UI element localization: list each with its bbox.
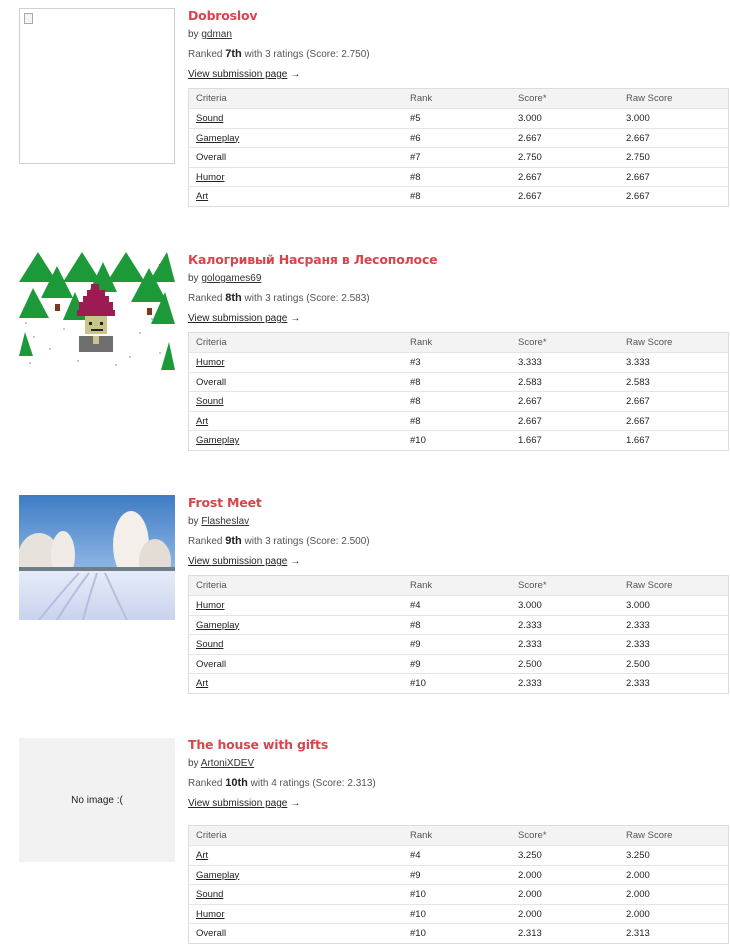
criteria-link[interactable]: Art	[196, 678, 209, 689]
entry-byline	[188, 758, 730, 770]
criteria-score: 3.333	[518, 357, 542, 368]
criteria-raw-score: 2.000	[626, 908, 650, 920]
table-row	[189, 884, 728, 904]
entry-title-link[interactable]: Frost Meet	[188, 495, 262, 510]
col-criteria: Criteria	[196, 580, 227, 591]
table-row	[189, 372, 728, 392]
criteria-link[interactable]: Art	[196, 191, 209, 202]
criteria-score: 3.000	[518, 113, 542, 124]
criteria-link[interactable]: Sound	[196, 889, 224, 900]
entry-byline	[188, 516, 730, 528]
view-submission-link[interactable]: View submission page	[188, 798, 288, 809]
criteria-score: 2.500	[518, 658, 542, 670]
criteria-rank: #9	[410, 658, 421, 670]
col-score: Score*	[518, 830, 547, 841]
criteria-score: 2.333	[518, 639, 542, 650]
criteria-rank: #10	[410, 435, 426, 446]
table-row	[189, 391, 728, 411]
col-raw-score: Raw Score	[626, 580, 673, 591]
table-row	[189, 634, 728, 654]
criteria-raw-score: 2.667	[626, 132, 650, 144]
criteria-label: Overall	[196, 152, 227, 163]
col-criteria: Criteria	[196, 830, 227, 841]
table-row	[189, 186, 728, 206]
criteria-label: Overall	[196, 376, 227, 388]
author-link[interactable]: Flasheslav	[201, 516, 250, 527]
criteria-raw-score: 1.667	[626, 435, 650, 446]
criteria-score: 2.667	[518, 171, 542, 183]
criteria-link[interactable]: Sound	[196, 113, 224, 124]
entry-title-link[interactable]: Dobroslov	[188, 8, 258, 23]
criteria-score: 2.583	[518, 376, 542, 388]
criteria-link[interactable]: Art	[196, 850, 209, 861]
criteria-raw-score: 2.000	[626, 889, 650, 900]
col-score: Score*	[518, 337, 547, 348]
criteria-rank: #7	[410, 152, 421, 163]
criteria-rank: #8	[410, 191, 421, 202]
table-header	[189, 826, 728, 845]
criteria-rank: #4	[410, 850, 421, 861]
criteria-link[interactable]: Humor	[196, 171, 225, 183]
criteria-label: Overall	[196, 928, 227, 939]
criteria-rank: #8	[410, 396, 421, 407]
ranked-prefix: Ranked	[188, 49, 223, 60]
table-header	[189, 333, 728, 352]
table-row	[189, 865, 728, 885]
ranked-prefix: Ranked	[188, 293, 223, 304]
criteria-raw-score: 2.667	[626, 171, 650, 183]
criteria-raw-score: 3.250	[626, 850, 650, 861]
criteria-raw-score: 2.333	[626, 619, 650, 631]
entry-byline	[188, 273, 730, 285]
criteria-raw-score: 2.667	[626, 415, 650, 427]
criteria-score: 2.667	[518, 396, 542, 407]
broken-image-icon	[24, 13, 33, 24]
ratings-summary: with 4 ratings (Score: 2.313)	[250, 778, 376, 789]
table-row	[189, 167, 728, 187]
criteria-rank: #8	[410, 619, 421, 631]
view-submission-link[interactable]: View submission page	[188, 313, 288, 324]
criteria-link[interactable]: Gameplay	[196, 132, 240, 144]
entry-ranking	[188, 535, 730, 547]
criteria-link[interactable]: Art	[196, 415, 209, 427]
criteria-link[interactable]: Humor	[196, 908, 225, 920]
table-header	[189, 576, 728, 595]
no-image-text: No image :(	[71, 794, 123, 806]
score-table	[188, 825, 729, 944]
criteria-label: Overall	[196, 658, 227, 670]
view-submission	[188, 313, 730, 325]
col-raw-score: Raw Score	[626, 830, 673, 841]
view-submission-link[interactable]: View submission page	[188, 556, 288, 567]
col-criteria: Criteria	[196, 337, 227, 348]
entry-info	[188, 8, 730, 202]
criteria-rank: #10	[410, 678, 426, 689]
by-label: by	[188, 758, 199, 769]
criteria-score: 2.667	[518, 415, 542, 427]
criteria-raw-score: 2.750	[626, 152, 650, 163]
criteria-raw-score: 3.000	[626, 113, 650, 124]
criteria-rank: #8	[410, 376, 421, 388]
entry-info	[188, 737, 730, 939]
ranked-prefix: Ranked	[188, 778, 223, 789]
criteria-score: 2.000	[518, 889, 542, 900]
entry-ranking	[188, 292, 730, 304]
criteria-rank: #10	[410, 908, 426, 920]
col-rank: Rank	[410, 337, 433, 348]
criteria-rank: #9	[410, 869, 421, 881]
criteria-raw-score: 2.667	[626, 396, 650, 407]
col-criteria: Criteria	[196, 93, 227, 104]
rank-value: 7th	[225, 48, 242, 60]
score-table	[188, 332, 729, 451]
entry-ranking	[188, 48, 730, 60]
table-row	[189, 352, 728, 372]
criteria-link[interactable]: Sound	[196, 639, 224, 650]
criteria-rank: #4	[410, 600, 421, 611]
author-link[interactable]: gologames69	[201, 273, 262, 284]
criteria-raw-score: 2.500	[626, 658, 650, 670]
criteria-raw-score: 2.667	[626, 191, 650, 202]
criteria-link[interactable]: Gameplay	[196, 435, 240, 446]
entry-thumbnail[interactable]	[19, 8, 175, 164]
table-row	[189, 147, 728, 167]
table-row	[189, 673, 728, 693]
criteria-raw-score: 2.583	[626, 376, 650, 388]
entry-thumbnail[interactable]	[19, 738, 175, 862]
criteria-rank: #9	[410, 639, 421, 650]
author-link[interactable]: gdman	[201, 29, 232, 40]
by-label: by	[188, 516, 199, 527]
entry-thumbnail[interactable]	[19, 495, 175, 620]
criteria-rank: #10	[410, 928, 426, 939]
criteria-score: 2.667	[518, 132, 542, 144]
rank-value: 8th	[225, 292, 242, 304]
criteria-link[interactable]: Gameplay	[196, 869, 240, 881]
table-row	[189, 845, 728, 865]
entry-ranking	[188, 777, 730, 789]
table-row	[189, 108, 728, 128]
ranked-prefix: Ranked	[188, 536, 223, 547]
view-submission	[188, 556, 730, 568]
rank-value: 10th	[225, 777, 248, 789]
col-rank: Rank	[410, 93, 433, 104]
view-submission	[188, 798, 730, 810]
ratings-summary: with 3 ratings (Score: 2.750)	[244, 49, 370, 60]
criteria-score: 2.333	[518, 619, 542, 631]
ratings-summary: with 3 ratings (Score: 2.583)	[244, 293, 370, 304]
author-link[interactable]: ArtoniXDEV	[200, 758, 255, 769]
arrow-right-icon: →	[290, 69, 301, 80]
criteria-score: 2.333	[518, 678, 542, 689]
ratings-summary: with 3 ratings (Score: 2.500)	[244, 536, 370, 547]
criteria-score: 2.667	[518, 191, 542, 202]
by-label: by	[188, 29, 199, 40]
table-row	[189, 128, 728, 148]
entry-info	[188, 252, 730, 446]
criteria-raw-score: 3.333	[626, 357, 650, 368]
entry-byline	[188, 29, 730, 41]
criteria-link[interactable]: Sound	[196, 396, 224, 407]
pixel-art-forest-image	[19, 252, 175, 376]
table-row	[189, 430, 728, 450]
criteria-rank: #8	[410, 171, 421, 183]
table-row	[189, 411, 728, 431]
criteria-raw-score: 2.333	[626, 678, 650, 689]
criteria-raw-score: 2.333	[626, 639, 650, 650]
criteria-score: 2.313	[518, 928, 542, 939]
entry-thumbnail[interactable]	[19, 252, 175, 376]
criteria-raw-score: 2.000	[626, 869, 650, 881]
entry-title-link[interactable]: Калогривый Насраня в Лесополосе	[188, 252, 438, 267]
criteria-rank: #8	[410, 415, 421, 427]
criteria-raw-score: 2.313	[626, 928, 650, 939]
col-score: Score*	[518, 93, 547, 104]
view-submission-link[interactable]: View submission page	[188, 69, 288, 80]
criteria-rank: #3	[410, 357, 421, 368]
by-label: by	[188, 273, 199, 284]
col-score: Score*	[518, 580, 547, 591]
entry-title-link[interactable]: The house with gifts	[188, 737, 329, 752]
criteria-score: 2.000	[518, 869, 542, 881]
score-table	[188, 88, 729, 207]
table-row	[189, 615, 728, 635]
criteria-link[interactable]: Gameplay	[196, 619, 240, 631]
criteria-score: 3.000	[518, 600, 542, 611]
arrow-right-icon: →	[290, 556, 301, 567]
table-row	[189, 904, 728, 924]
arrow-right-icon: →	[290, 798, 301, 809]
table-header	[189, 89, 728, 108]
table-row	[189, 923, 728, 943]
col-rank: Rank	[410, 580, 433, 591]
score-table	[188, 575, 729, 694]
criteria-raw-score: 3.000	[626, 600, 650, 611]
col-raw-score: Raw Score	[626, 337, 673, 348]
col-rank: Rank	[410, 830, 433, 841]
rank-value: 9th	[225, 535, 242, 547]
criteria-rank: #6	[410, 132, 421, 144]
criteria-rank: #5	[410, 113, 421, 124]
criteria-rank: #10	[410, 889, 426, 900]
criteria-score: 3.250	[518, 850, 542, 861]
snowy-landscape-image	[19, 495, 175, 620]
table-row	[189, 595, 728, 615]
criteria-score: 1.667	[518, 435, 542, 446]
criteria-score: 2.000	[518, 908, 542, 920]
table-row	[189, 654, 728, 674]
entry-info	[188, 495, 730, 689]
criteria-link[interactable]: Humor	[196, 600, 225, 611]
arrow-right-icon: →	[290, 313, 301, 324]
col-raw-score: Raw Score	[626, 93, 673, 104]
view-submission	[188, 69, 730, 81]
criteria-link[interactable]: Humor	[196, 357, 225, 368]
criteria-score: 2.750	[518, 152, 542, 163]
